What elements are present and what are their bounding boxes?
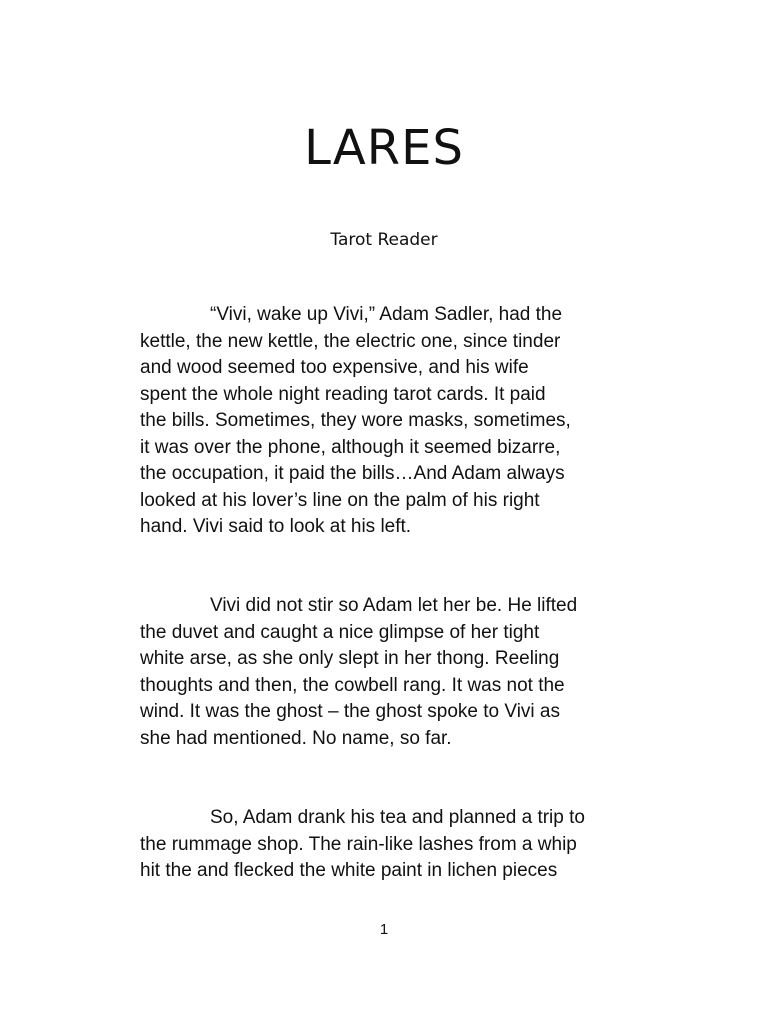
paragraph-line: thoughts and then, the cowbell rang. It was not the (140, 674, 565, 696)
paragraph-2 (140, 593, 640, 752)
document-title: LARES (304, 120, 464, 176)
paragraph-line: hand. Vivi said to look at his left. (140, 516, 412, 537)
paragraph-line: looked at his lover’s line on the palm of his right (140, 489, 540, 511)
paragraph-line: So, Adam drank his tea and planned a trip to (210, 807, 585, 828)
paragraph-line: hit the and flecked the white paint in lichen pieces (140, 860, 558, 881)
page-number: 1 (379, 921, 389, 938)
paragraph-1 (140, 302, 640, 541)
chapter-subtitle: Tarot Reader (330, 230, 438, 250)
paragraph-line: wind. It was the ghost – the ghost spoke to Vivi as (140, 701, 561, 722)
paragraph-line: and wood seemed too expensive, and his wife (140, 357, 529, 378)
paragraph-line: spent the whole night reading tarot cards. It paid (140, 383, 546, 405)
paragraph-3 (140, 805, 640, 885)
paragraph-line: it was over the phone, although it seemed bizarre, (140, 436, 561, 458)
paragraph-line: the duvet and caught a nice glimpse of her tight (140, 621, 540, 643)
paragraph-line: “Vivi, wake up Vivi,” Adam Sadler, had the (210, 304, 563, 325)
paragraph-line: the bills. Sometimes, they wore masks, sometimes, (140, 410, 571, 431)
paragraph-line: kettle, the new kettle, the electric one, since tinder (140, 330, 561, 352)
paragraph-line: the rummage shop. The rain-like lashes from a whip (140, 833, 577, 855)
paragraph-line: she had mentioned. No name, so far. (140, 727, 452, 749)
paragraph-line: the occupation, it paid the bills…And Adam always (140, 463, 565, 484)
paragraph-line: Vivi did not stir so Adam let her be. He lifted (210, 595, 578, 616)
paragraph-line: white arse, as she only slept in her thong. Reeling (140, 648, 560, 669)
